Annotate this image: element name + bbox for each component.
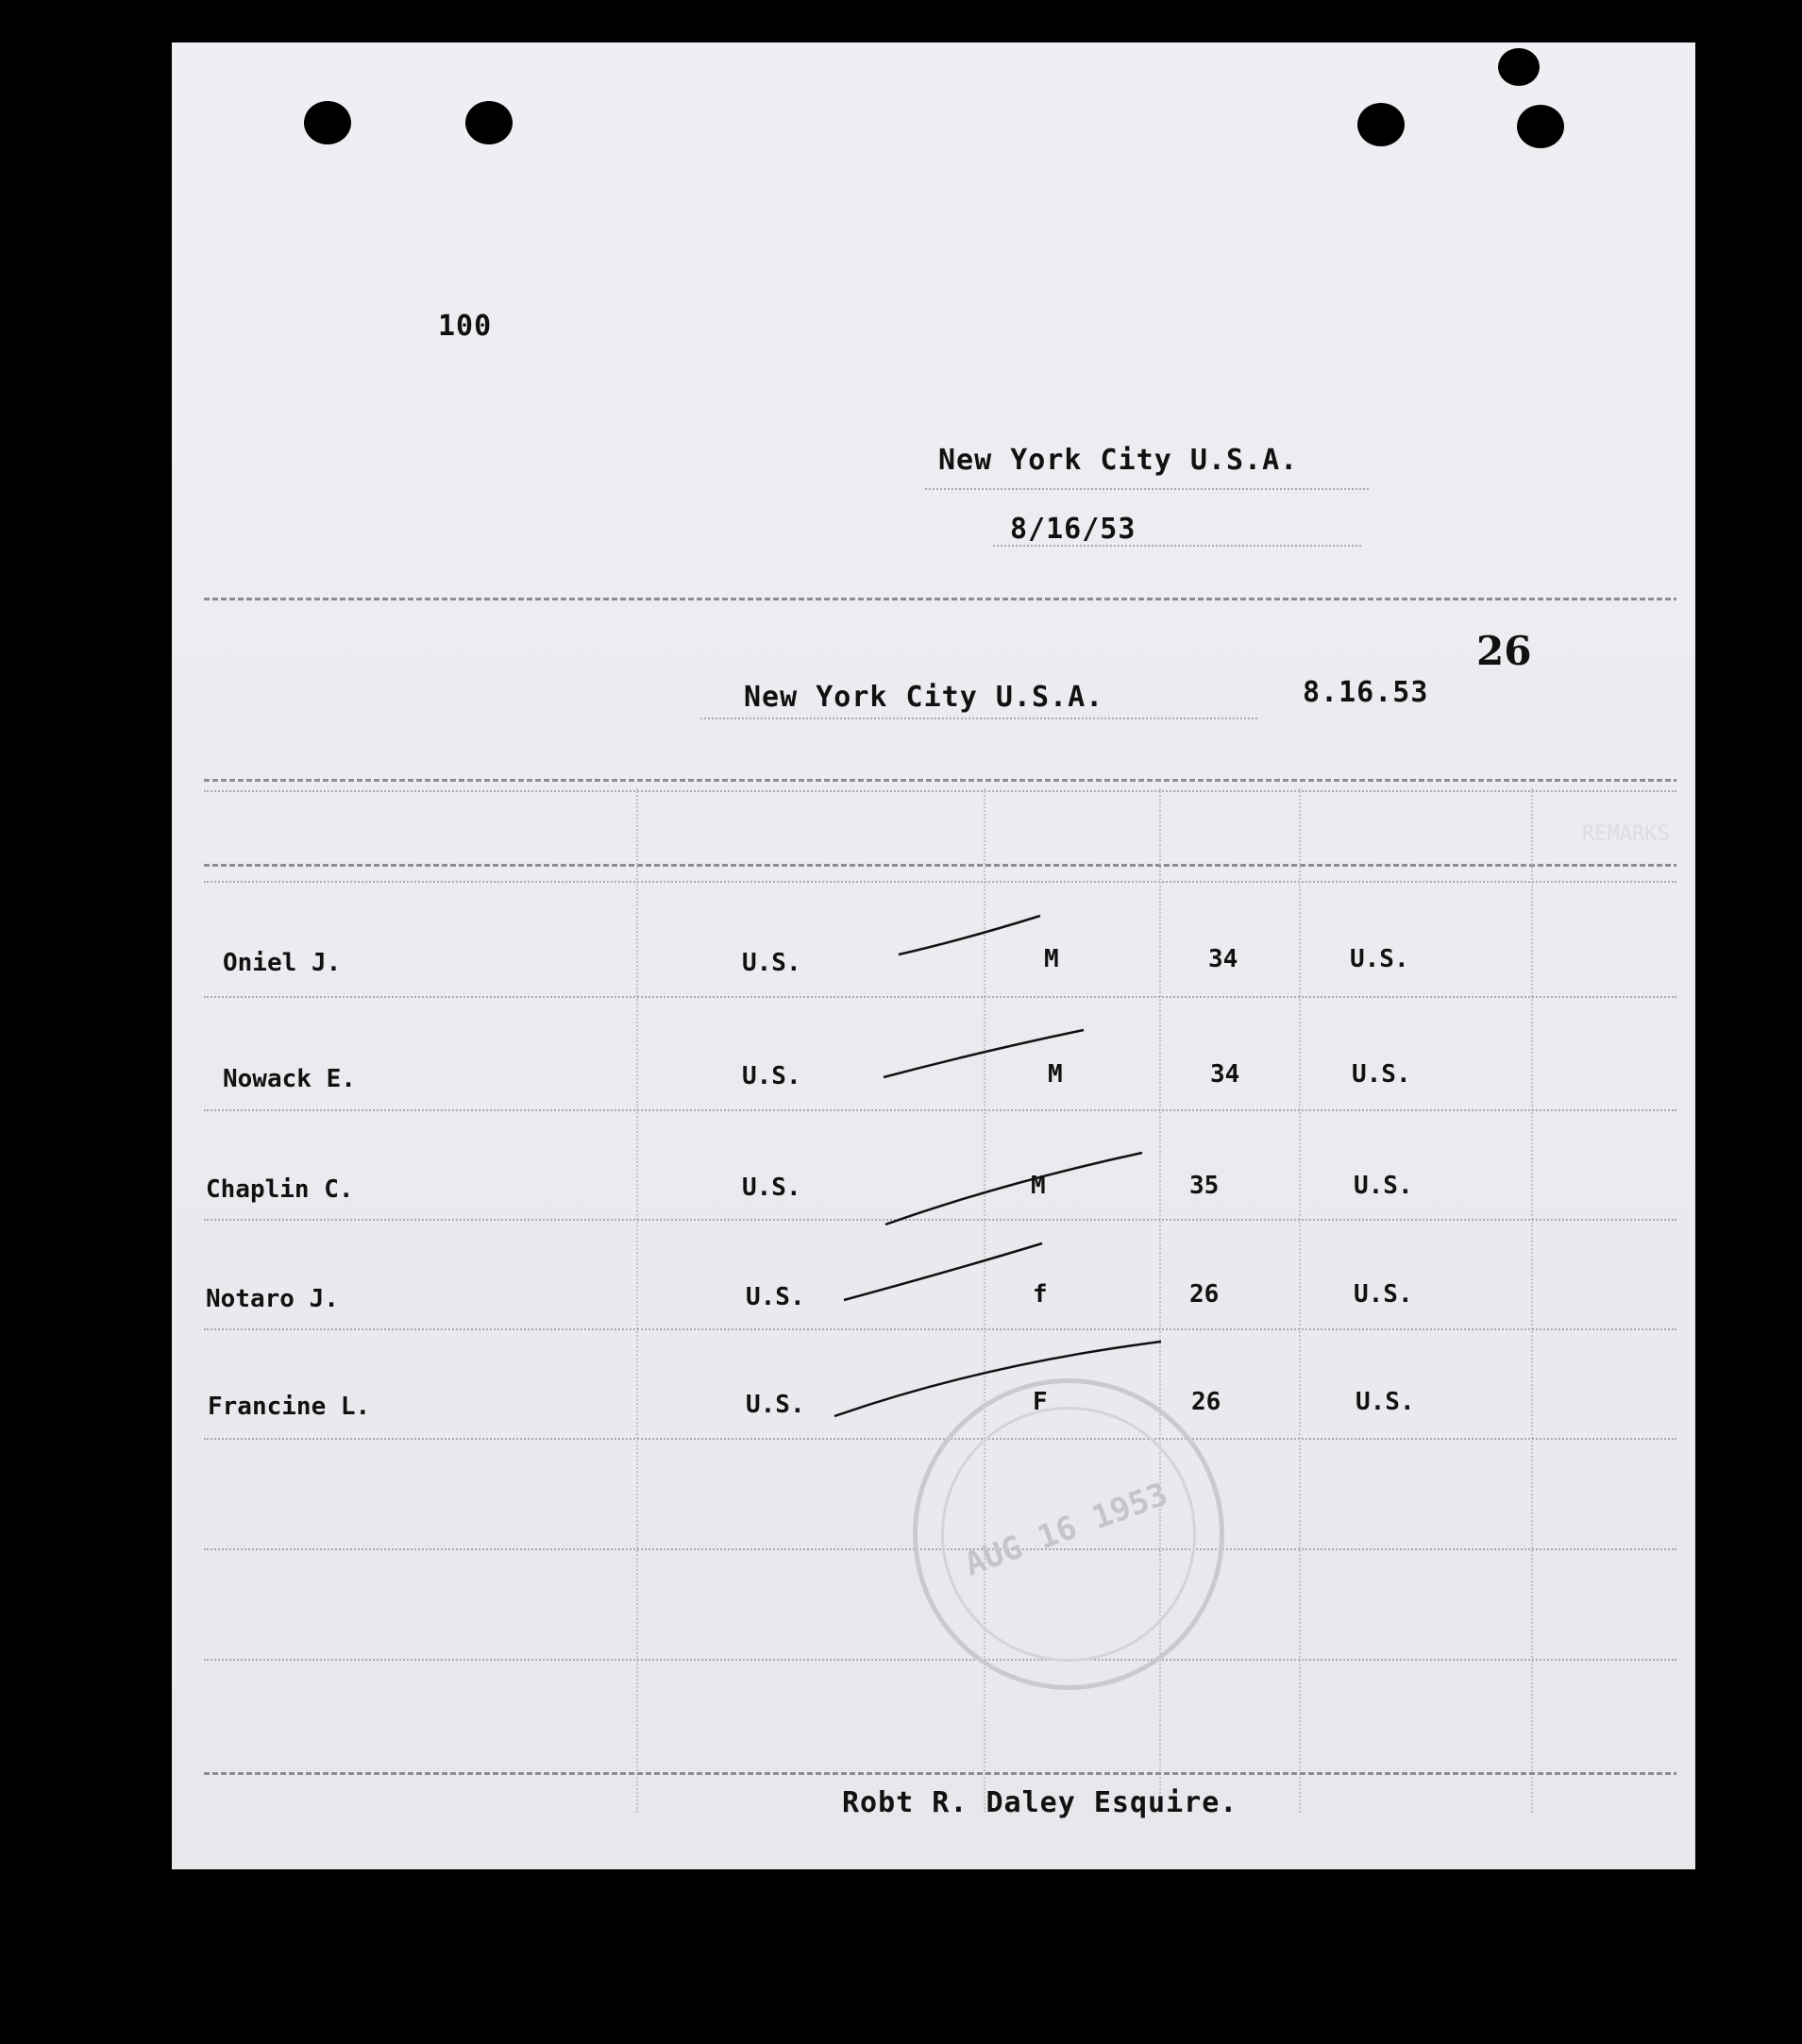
passenger-birthplace: U.S. bbox=[1354, 1172, 1413, 1200]
passenger-age: 34 bbox=[1210, 1060, 1240, 1089]
passenger-age: 26 bbox=[1189, 1280, 1220, 1309]
passenger-name: Oniel J. bbox=[223, 949, 342, 977]
passenger-sex: M bbox=[1031, 1172, 1046, 1200]
passenger-birthplace: U.S. bbox=[1356, 1388, 1415, 1416]
passenger-birthplace: U.S. bbox=[1352, 1060, 1411, 1089]
passenger-sex: M bbox=[1044, 945, 1059, 973]
passenger-age: 35 bbox=[1189, 1172, 1220, 1200]
passenger-birthplace: U.S. bbox=[1350, 945, 1409, 973]
stamp-date: AUG 16 1953 bbox=[959, 1475, 1173, 1584]
signature: Robt R. Daley Esquire. bbox=[842, 1786, 1238, 1819]
column-header-remarks: REMARKS bbox=[1582, 822, 1670, 846]
passenger-name: Nowack E. bbox=[223, 1065, 356, 1093]
passenger-sex: F bbox=[1033, 1388, 1048, 1416]
passenger-nationality: U.S. bbox=[742, 1062, 801, 1090]
departure-date: 8.16.53 bbox=[1303, 676, 1429, 709]
passenger-age: 26 bbox=[1191, 1388, 1221, 1416]
passenger-nationality: U.S. bbox=[746, 1391, 805, 1419]
passenger-name: Chaplin C. bbox=[206, 1175, 354, 1204]
passenger-nationality: U.S. bbox=[742, 1174, 801, 1202]
pen-stroke bbox=[884, 1030, 1084, 1077]
pen-stroke bbox=[885, 1153, 1142, 1225]
sheet-number: 26 bbox=[1476, 628, 1532, 674]
document-page bbox=[172, 42, 1695, 1869]
pen-stroke bbox=[899, 916, 1040, 954]
port-of-arrival: New York City U.S.A. bbox=[938, 444, 1299, 477]
pen-stroke bbox=[844, 1243, 1042, 1300]
departure-port: New York City U.S.A. bbox=[744, 681, 1104, 714]
passenger-age: 34 bbox=[1208, 945, 1238, 973]
passenger-name: Notaro J. bbox=[206, 1285, 339, 1313]
pen-stroke bbox=[834, 1342, 1161, 1416]
pen-strokes bbox=[172, 42, 1695, 1869]
arrival-date: 8/16/53 bbox=[1010, 513, 1137, 546]
passenger-nationality: U.S. bbox=[742, 949, 801, 977]
passenger-nationality: U.S. bbox=[746, 1283, 805, 1311]
passenger-name: Francine L. bbox=[208, 1393, 371, 1421]
form-number: 100 bbox=[438, 310, 493, 343]
passenger-birthplace: U.S. bbox=[1354, 1280, 1413, 1309]
passenger-sex: M bbox=[1048, 1060, 1063, 1089]
passenger-sex: f bbox=[1033, 1280, 1048, 1309]
